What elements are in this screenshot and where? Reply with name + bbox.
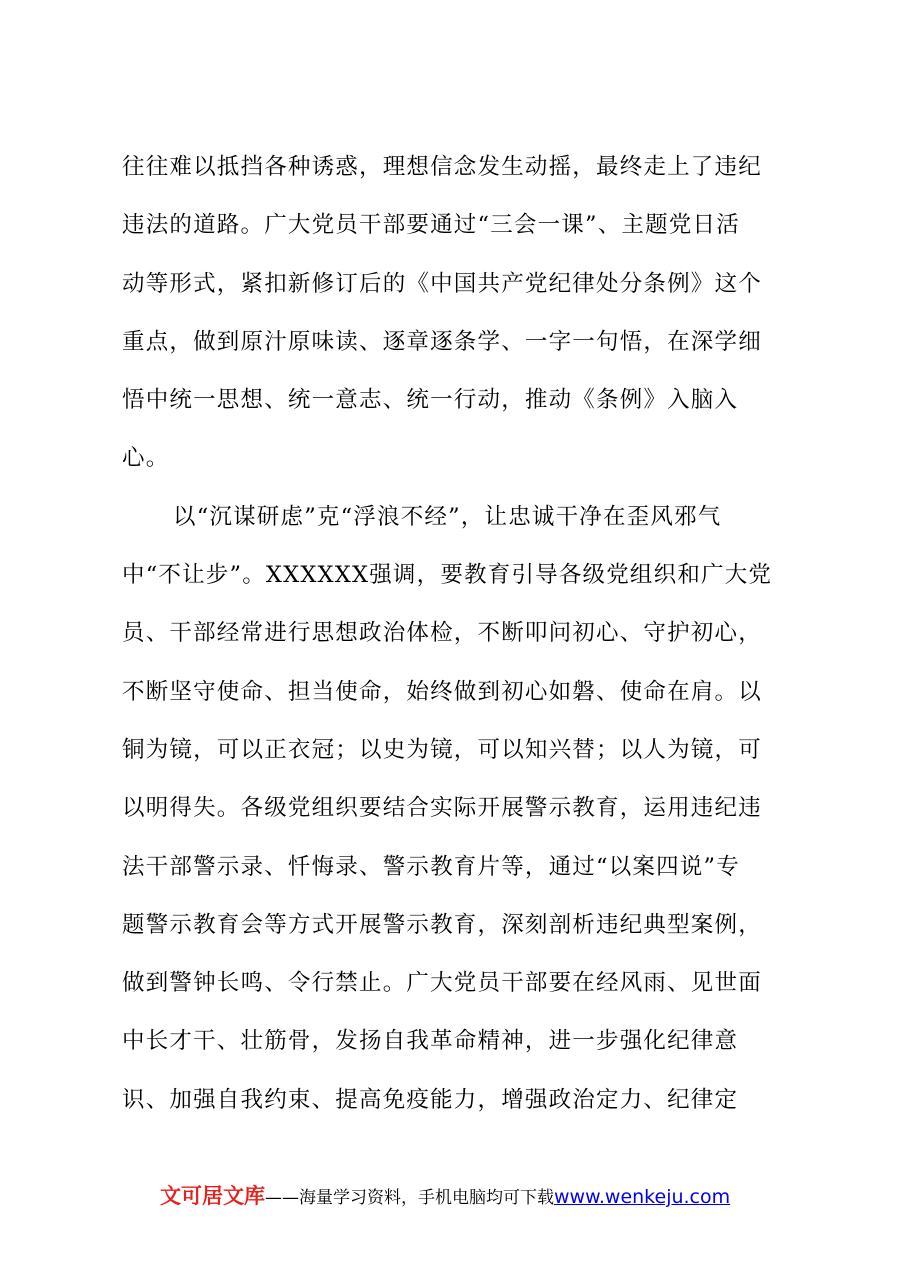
text-line: 中长才干、壮筋骨，发扬自我革命精神，进一步强化纪律意 [122,1028,739,1055]
footer-tagline: ——海量学习资料，手机电脑均可下载 [265,1188,554,1208]
text-line: 心。 [122,445,170,472]
footer-website-link[interactable]: www.wenkeju.com [554,1186,731,1208]
text-line: 铜为镜，可以正衣冠；以史为镜，可以知兴替；以人为镜，可 [122,736,762,763]
text-line: 以明得失。各级党组织要结合实际开展警示教育，运用违纪违 [122,795,762,822]
text-line: 员、干部经常进行思想政治体检，不断叩问初心、守护初心， [122,620,762,647]
text-line: 识、加强自我约束、提高免疫能力，增强政治定力、纪律定 [122,1086,739,1113]
footer-brand: 文可居文库 [160,1184,265,1208]
text-line: 法干部警示录、忏悔录、警示教育片等，通过“以案四说”专 [122,853,740,880]
text-line: 往往难以抵挡各种诱惑，理想信念发生动摇，最终走上了违纪 [122,154,762,180]
text-line: 违法的道路。广大党员干部要通过“三会一课”、主题党日活 [122,212,740,239]
text-line: 题警示教育会等方式开展警示教育，深刻剖析违纪典型案例， [122,911,762,938]
document-body [122,138,787,1129]
text-line: 悟中统一思想、统一意志、统一行动，推动《条例》入脑入 [122,387,739,414]
paragraph-first-line: 以“沉谋研虑”克“浮浪不经”，让忠诚干净在歪风邪气 [173,503,722,530]
text-line: 动等形式，紧扣新修订后的《中国共产党纪律处分条例》这个 [122,270,762,297]
text-line: 做到警钟长鸣、令行禁止。广大党员干部要在经风雨、见世面 [122,970,762,997]
text-line: 重点，做到原汁原味读、逐章逐条学、一字一句悟，在深学细 [122,328,762,355]
text-line: 不断坚守使命、担当使命，始终做到初心如磐、使命在肩。以 [122,678,762,705]
text-line: 中“不让步”。XXXXXX强调，要教育引导各级党组织和广大党 [122,562,773,589]
page-footer [160,1181,730,1211]
